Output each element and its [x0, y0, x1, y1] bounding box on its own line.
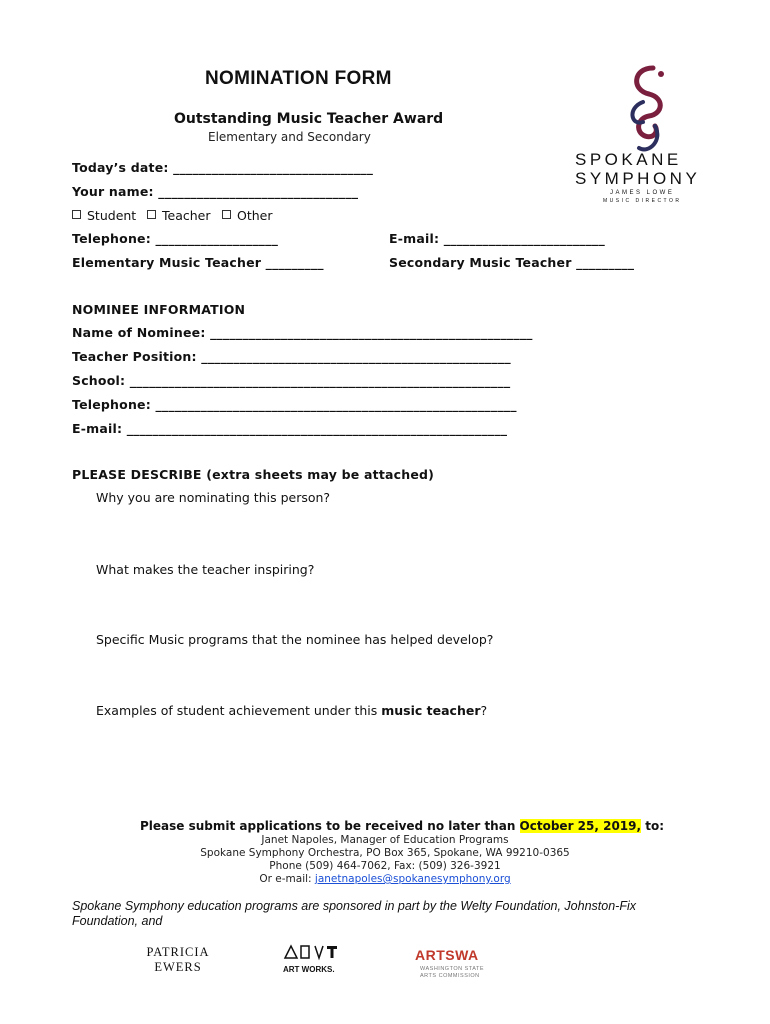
- contact-address: Spokane Symphony Orchestra, PO Box 365, Spokane, WA 99210-0365: [200, 847, 570, 859]
- question-programs: Specific Music programs that the nominee has helped develop?: [96, 632, 494, 647]
- patricia-ewers-logo: PATRICIA EWERS: [146, 945, 210, 974]
- contact-email: Or e-mail: janetnapoles@spokanesymphony.org: [259, 873, 511, 885]
- teacher-position-field[interactable]: Teacher Position: ________________________________________________: [72, 349, 511, 364]
- secondary-teacher-field[interactable]: Secondary Music Teacher _________: [389, 255, 635, 270]
- nea-logo-icon: [283, 942, 343, 962]
- clef-logo-icon: [613, 62, 683, 157]
- contact-name: Janet Napoles, Manager of Education Programs: [261, 834, 509, 846]
- award-level: Elementary and Secondary: [208, 130, 371, 144]
- elementary-teacher-field[interactable]: Elementary Music Teacher _________: [72, 255, 324, 270]
- submit-deadline: Please submit applications to be received no later than October 25, 2019, to:: [140, 819, 665, 833]
- sponsor-text: Spokane Symphony education programs are sponsored in part by the Welty Foundation, Johnston-Fix Foundation, and: [72, 899, 636, 928]
- artworks-logo-text: ART WORKS.: [283, 965, 335, 974]
- nominee-telephone-field[interactable]: Telephone: ________________________________________________________: [72, 397, 517, 412]
- telephone-field[interactable]: Telephone: ___________________: [72, 231, 279, 246]
- describe-heading: PLEASE DESCRIBE (extra sheets may be attached): [72, 467, 435, 482]
- question-achievement: Examples of student achievement under this music teacher?: [96, 703, 488, 718]
- role-teacher-checkbox[interactable]: Teacher: [147, 208, 211, 223]
- question-why-nominating: Why you are nominating this person?: [96, 490, 331, 505]
- form-title: NOMINATION FORM: [205, 68, 392, 89]
- email-field[interactable]: E-mail: _________________________: [389, 231, 605, 246]
- checkbox-icon: [222, 210, 231, 219]
- your-name-field[interactable]: Your name: _______________________________: [72, 184, 359, 199]
- nominee-heading: NOMINEE INFORMATION: [72, 302, 246, 317]
- deadline-date: October 25, 2019,: [519, 819, 642, 833]
- email-link[interactable]: janetnapoles@spokanesymphony.org: [314, 873, 511, 885]
- todays-date-field[interactable]: Today’s date: _______________________________: [72, 160, 374, 175]
- role-other-checkbox[interactable]: Other: [222, 208, 273, 223]
- logo-symphony: SYMPHONY: [575, 169, 701, 188]
- artswa-logo: ARTSWA: [415, 947, 479, 963]
- nominee-email-field[interactable]: E-mail: ___________________________________________________________: [72, 421, 508, 436]
- logo-spokane: SPOKANE: [575, 150, 682, 169]
- logo-james-lowe: JAMES LOWE: [610, 190, 675, 196]
- checkbox-icon: [147, 210, 156, 219]
- logo-music-director: MUSIC DIRECTOR: [603, 198, 682, 204]
- question-inspiring: What makes the teacher inspiring?: [96, 562, 315, 577]
- school-field[interactable]: School: ___________________________________________________________: [72, 373, 511, 388]
- role-student-checkbox[interactable]: Student: [72, 208, 136, 223]
- checkbox-icon: [72, 210, 81, 219]
- artswa-subtitle: WASHINGTON STATE ARTS COMMISSION: [420, 966, 485, 979]
- contact-phone: Phone (509) 464-7062, Fax: (509) 326-3921: [269, 860, 501, 872]
- award-subtitle: Outstanding Music Teacher Award: [174, 111, 444, 127]
- nominee-name-field[interactable]: Name of Nominee: __________________________________________________: [72, 325, 533, 340]
